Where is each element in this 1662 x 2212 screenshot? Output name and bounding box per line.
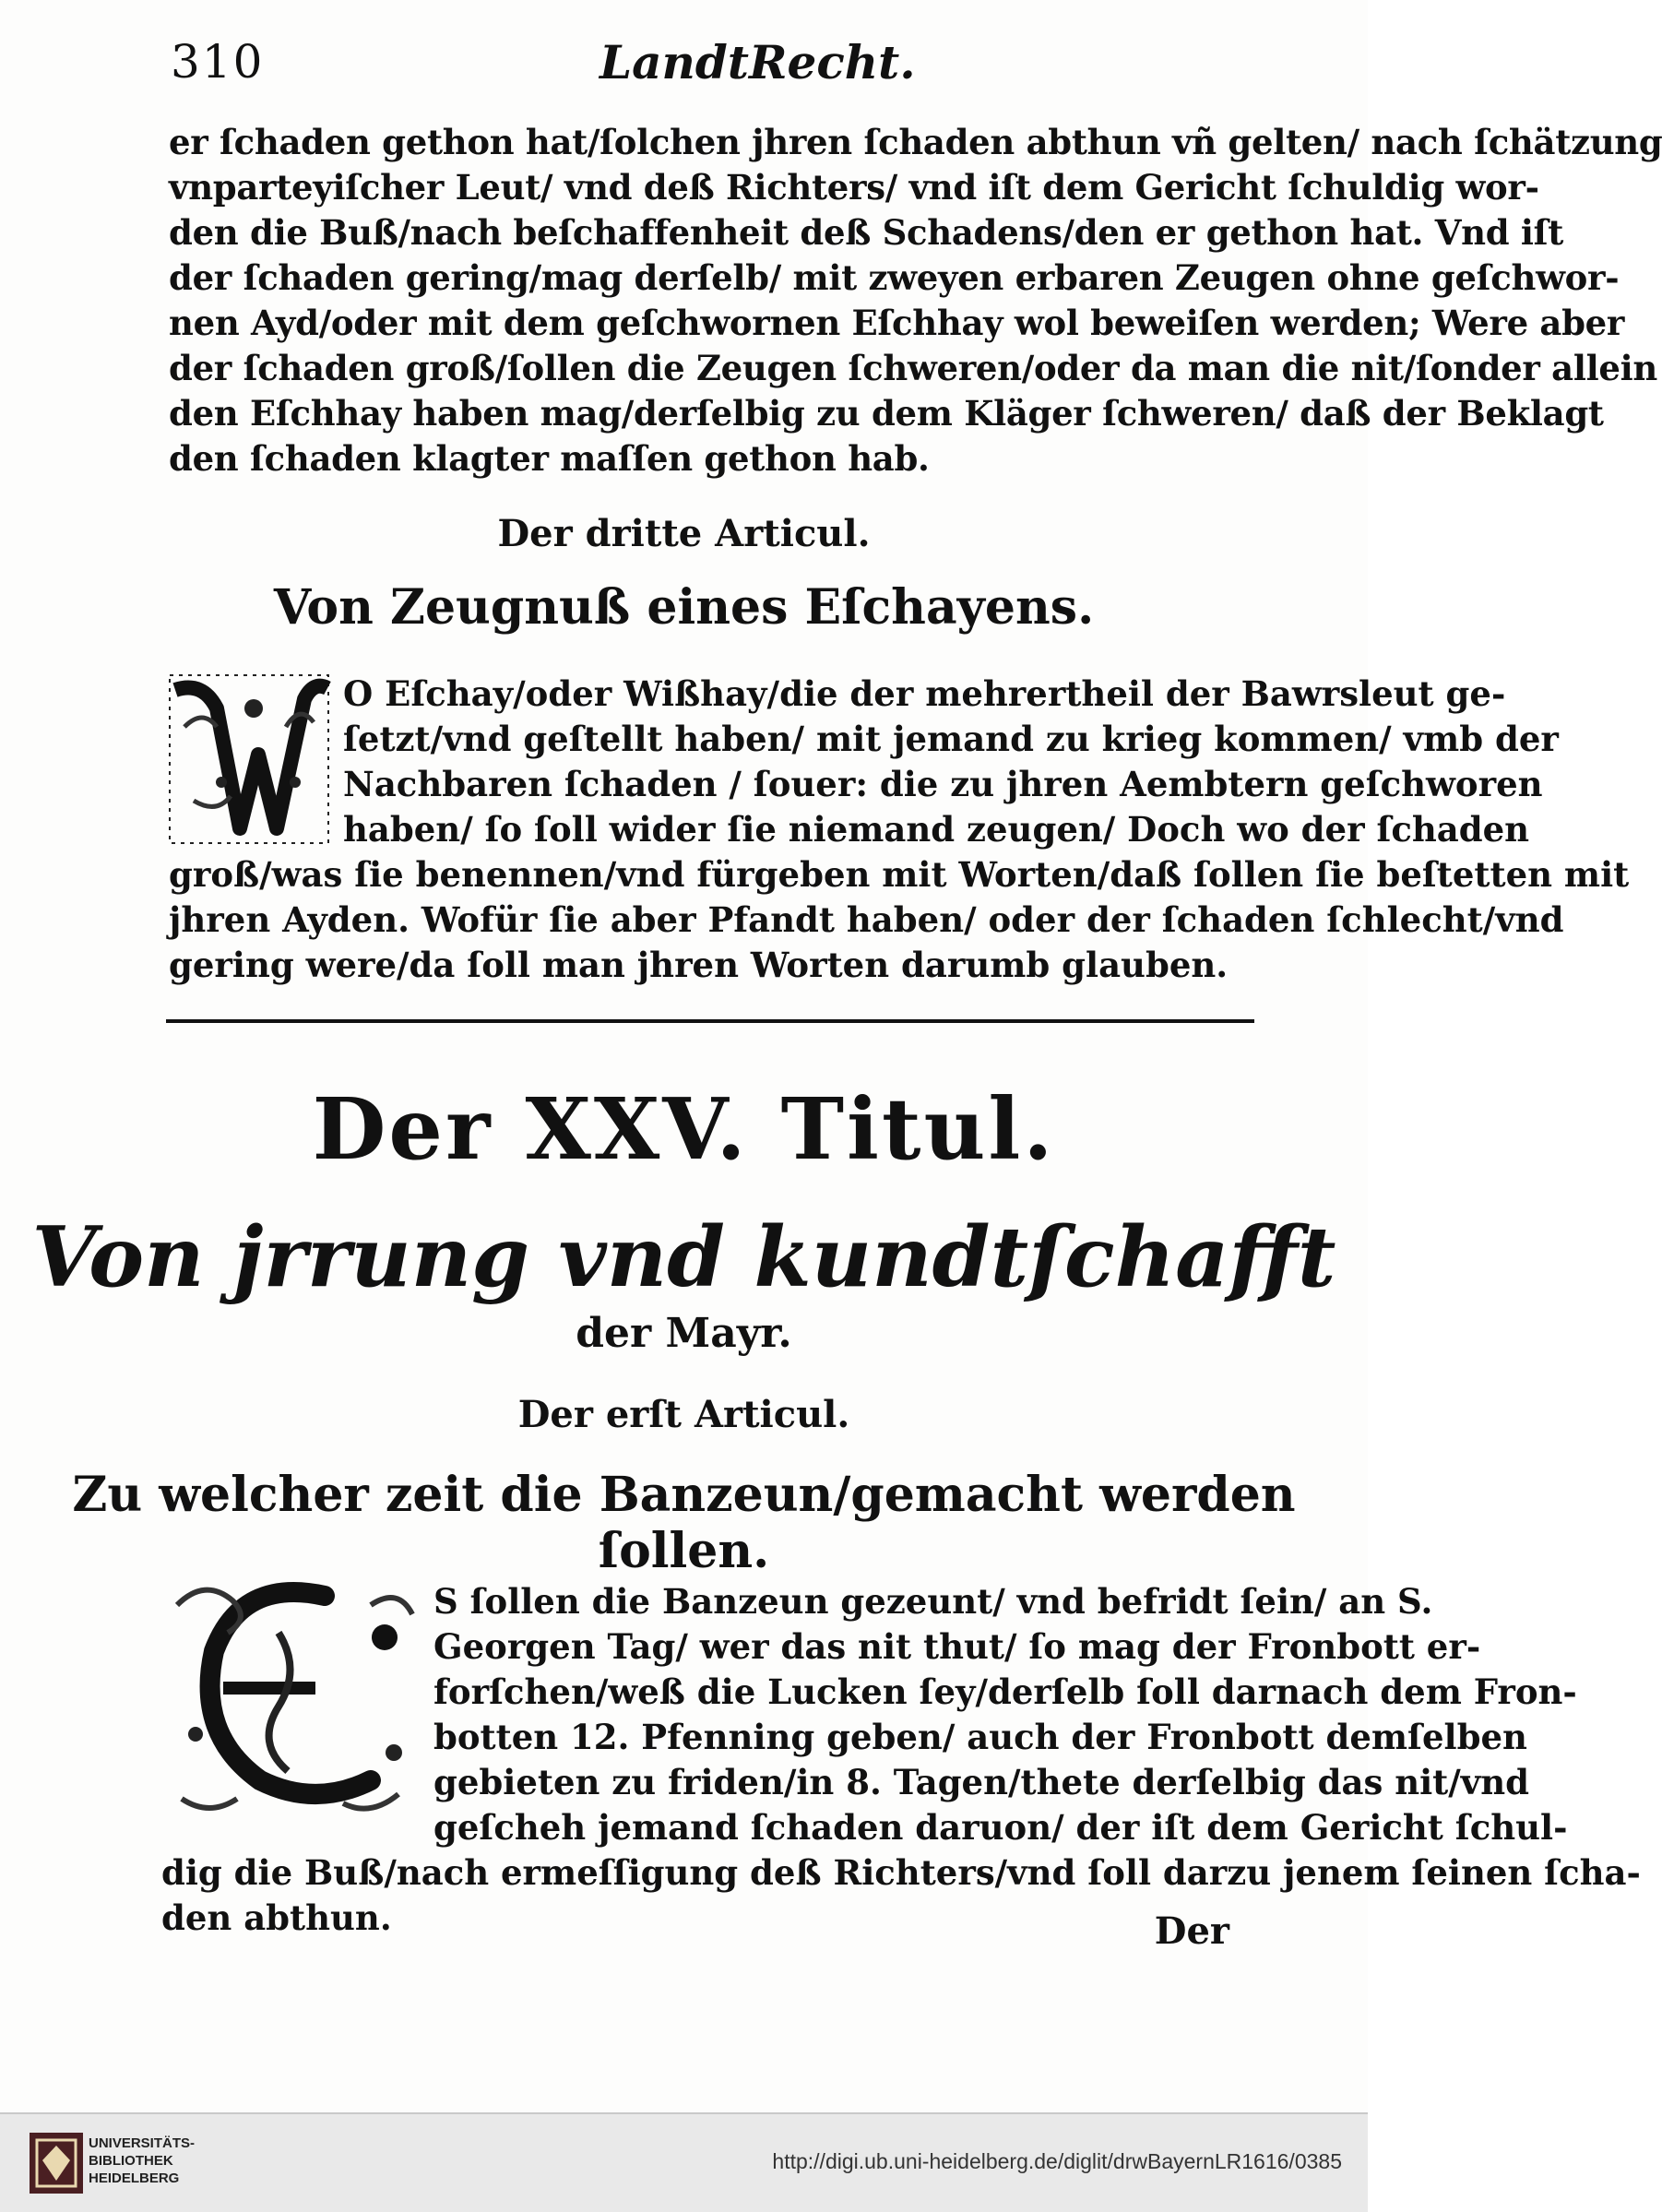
decorated-initial-w [166, 672, 332, 847]
text-line: der ſchaden groß/ſollen die Zeugen ſchweren/oder da man die nit/ſonder allein [169, 348, 1657, 388]
text-line: O Eſchay/oder Wißhay/die der mehrertheil der Bawrsleut ge- [343, 673, 1506, 714]
article-subheading: Von Zeugnuß eines Eſchayens. [273, 579, 1095, 636]
university-seal-icon [30, 2133, 83, 2194]
article-heading: Der dritte Articul. [497, 512, 871, 555]
text-line: botten 12. Pfenning geben/ auch der Fronbott demſelben [433, 1717, 1527, 1757]
library-name-line: BIBLIOTHEK [89, 2153, 173, 2169]
library-name [89, 2135, 195, 2187]
section-divider [166, 1019, 1254, 1023]
text-line: gering were/da ſoll man jhren Worten darumb glauben. [169, 945, 1229, 985]
paragraph-continued [169, 120, 1662, 482]
text-line: S ſollen die Banzeun gezeunt/ vnd befridt ſein/ an S. [433, 1581, 1433, 1622]
title-subheading: Von jrrung vnd kundtſchafft [31, 1208, 1336, 1306]
text-line: ſetzt/vnd geſtellt haben/ mit jemand zu krieg kommen/ vmb der [343, 719, 1559, 759]
text-line: Nachbaren ſchaden / ſouer: die zu jhren Aembtern geſchworen [343, 764, 1543, 804]
page-number: 310 [171, 35, 265, 89]
text-line: groß/was ſie benennen/vnd fürgeben mit Worten/daß ſollen ſie beſtetten mit [169, 854, 1630, 895]
catchword: Der [1154, 1909, 1229, 1953]
decorated-initial-e [159, 1568, 421, 1822]
library-name-line: HEIDELBERG [89, 2170, 180, 2186]
article-heading: Der erſt Articul. [517, 1393, 850, 1436]
library-footer [0, 2112, 1368, 2212]
text-line: forſchen/weß die Lucken ſey/derſelb ſoll darnach dem Fron- [433, 1671, 1577, 1712]
text-line: den ſchaden klagter maſſen gethon hab. [169, 438, 930, 479]
library-name-line: UNIVERSITÄTS- [89, 2135, 196, 2151]
running-title: LandtRecht. [600, 35, 916, 89]
text-line: er ſchaden gethon hat/ſolchen jhren ſchaden abthun vñ gelten/ nach ſchätzung [169, 122, 1662, 162]
text-line: der ſchaden gering/mag derſelb/ mit zweyen erbaren Zeugen ohne geſchwor- [169, 257, 1620, 298]
text-line: nen Ayd/oder mit dem geſchwornen Eſchhay wol beweiſen werden; Were aber [169, 303, 1625, 343]
text-line: Georgen Tag/ wer das nit thut/ ſo mag der Fronbott er- [433, 1626, 1481, 1667]
text-line: vnparteyiſcher Leut/ vnd deß Richters/ vnd iſt dem Gericht ſchuldig wor- [169, 167, 1539, 208]
text-line: gebieten zu friden/in 8. Tagen/thete derſelbig das nit/vnd [433, 1762, 1530, 1802]
text-line: jhren Ayden. Wofür ſie aber Pfandt haben/ oder der ſchaden ſchlecht/vnd [169, 899, 1564, 940]
text-line: dig die Buß/nach ermeſſigung deß Richters/vnd ſoll darzu jenem ſeinen ſcha- [161, 1852, 1641, 1893]
text-line: den die Buß/nach beſchaffenheit deß Schadens/den er gethon hat. Vnd iſt [169, 212, 1564, 253]
text-line: den Eſchhay haben mag/derſelbig zu dem Kläger ſchweren/ daß der Beklagt [169, 393, 1604, 434]
running-head [161, 35, 1248, 100]
source-url-link[interactable]: http://digi.ub.uni-heidelberg.de/diglit/drwBayernLR1616/0385 [772, 2149, 1342, 2173]
title-subheading-cont: der Mayr. [576, 1310, 792, 1357]
text-line: haben/ ſo ſoll wider ſie niemand zeugen/ Doch wo der ſchaden [343, 809, 1530, 850]
article-subheading: Zu welcher zeit die Banzeun/gemacht werden ſollen. [72, 1467, 1296, 1579]
text-line: den abthun. [161, 1897, 392, 1938]
title-heading: Der XXV. Titul. [312, 1079, 1056, 1179]
text-line: geſcheh jemand ſchaden daruon/ der iſt dem Gericht ſchul- [433, 1807, 1568, 1848]
